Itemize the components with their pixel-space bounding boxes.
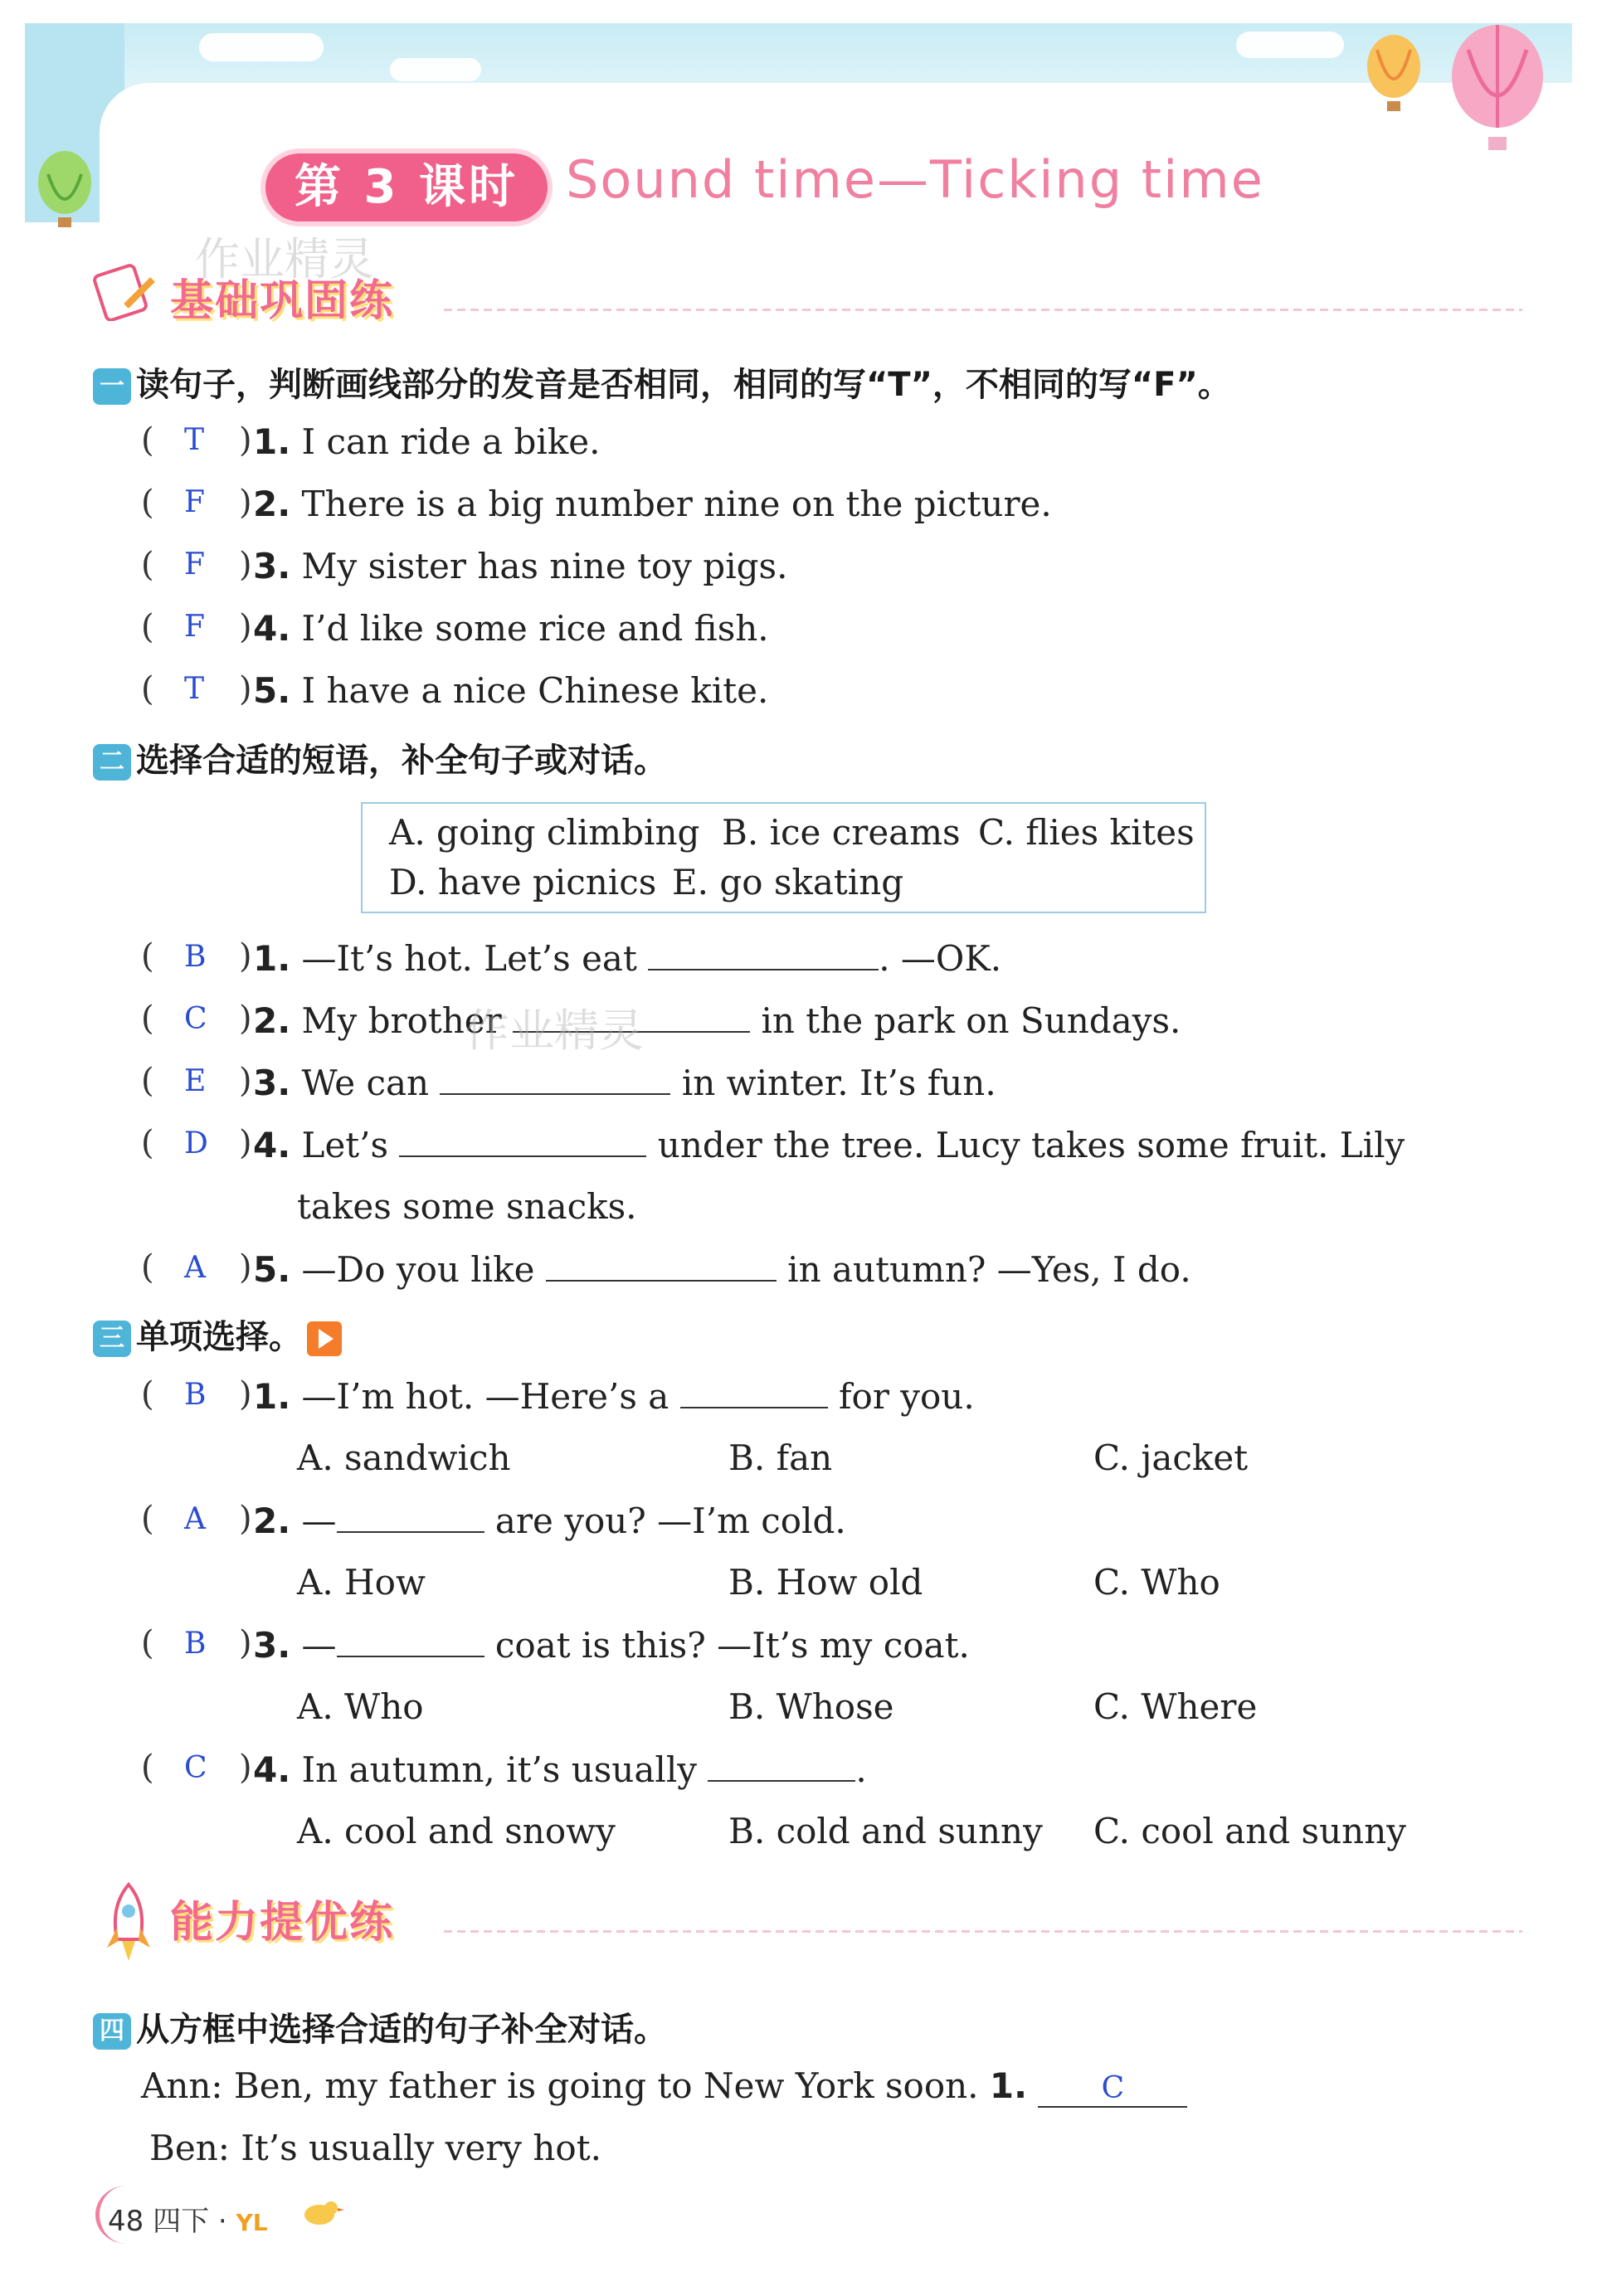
section-divider <box>444 309 1522 311</box>
item-number: 2. <box>253 484 291 524</box>
paren-open: ( <box>141 1624 154 1662</box>
paren-close: ) <box>239 1624 252 1662</box>
answer-text: A <box>184 1502 206 1536</box>
item-text: — <box>301 1501 337 1541</box>
item-sentence: My sister has nine toy pigs. <box>301 546 788 586</box>
dialogue-text: Ann: Ben, my father is going to New York soon. <box>141 2065 979 2106</box>
item-number: 5. <box>253 1249 291 1290</box>
paren-open: ( <box>141 1375 154 1413</box>
word-option: D. have picnics <box>389 862 657 902</box>
answer-text: A <box>184 1251 206 1285</box>
paren-close: ) <box>239 1124 252 1162</box>
word-bank-box <box>361 802 1206 913</box>
answer-blank[interactable] <box>337 1500 484 1533</box>
item-text: coat is this? —It’s my coat. <box>494 1625 970 1666</box>
hot-air-balloon-icon <box>1444 25 1551 158</box>
paren-open: ( <box>141 1062 154 1100</box>
answer-text: C <box>1101 2071 1125 2105</box>
answer-blank[interactable] <box>399 1124 646 1157</box>
paren-open: ( <box>141 421 154 460</box>
item-text: in the park on Sundays. <box>761 1000 1181 1041</box>
choice-c[interactable]: C. jacket <box>1093 1437 1249 1478</box>
item-number: 3. <box>253 1063 291 1103</box>
question-instruction: 读句子，判断画线部分的发音是否相同，相同的写“T”，不相同的写“F”。 <box>136 366 1231 404</box>
grade-label: 四下 <box>153 2205 210 2238</box>
item-text: We can <box>301 1063 430 1103</box>
paren-close: ) <box>239 608 252 646</box>
item-number: 1. <box>253 421 291 462</box>
item-text: —Do you like <box>301 1249 535 1290</box>
paren-open: ( <box>141 937 154 975</box>
answer-text: F <box>184 610 205 644</box>
cloud-icon <box>390 58 481 81</box>
item-sentence: I have a nice Chinese kite. <box>301 670 769 711</box>
answer-text: T <box>184 672 205 706</box>
hot-air-balloon-icon <box>32 149 98 232</box>
item-text: —I’m hot. —Here’s a <box>301 1376 669 1417</box>
answer-blank[interactable] <box>1038 2065 1187 2108</box>
choice-a[interactable]: A. cool and snowy <box>297 1811 616 1851</box>
word-option: C. flies kites <box>978 812 1195 853</box>
item-number: 2. <box>253 1000 291 1041</box>
item-number: 3. <box>253 1625 291 1666</box>
section-title-advanced: 能力提优练 <box>170 1898 395 1948</box>
answer-text: C <box>184 1002 207 1036</box>
answer-blank[interactable] <box>337 1624 484 1657</box>
item-text: —It’s hot. Let’s eat <box>301 938 637 979</box>
answer-text: B <box>184 940 207 974</box>
item-number: 2. <box>253 1501 291 1541</box>
question-instruction: 从方框中选择合适的句子补全对话。 <box>136 2011 667 2049</box>
choice-a[interactable]: A. Who <box>297 1686 424 1727</box>
item-text: . <box>855 1749 867 1790</box>
question-number-badge: 三 <box>93 1321 131 1357</box>
clipboard-icon <box>93 261 159 321</box>
item-number: 4. <box>253 1125 291 1165</box>
item-text: are you? —I’m cold. <box>494 1501 846 1541</box>
choice-b[interactable]: B. Whose <box>728 1686 894 1727</box>
paren-close: ) <box>239 1749 252 1787</box>
question-number-badge: 二 <box>93 744 131 781</box>
answer-text: B <box>184 1627 207 1661</box>
item-sentence: There is a big number nine on the picture. <box>301 484 1052 524</box>
word-option: E. go skating <box>672 862 904 902</box>
paren-open: ( <box>141 546 154 584</box>
answer-text: C <box>184 1751 207 1785</box>
rocket-icon <box>104 1881 153 1964</box>
item-sentence: I’d like some rice and fish. <box>301 608 769 649</box>
page-footer: 48 四下 · YL <box>108 2205 268 2238</box>
item-text: . —OK. <box>879 938 1002 979</box>
bird-icon <box>295 2190 344 2231</box>
answer-blank[interactable] <box>648 937 879 970</box>
item-text: My brother <box>301 1000 502 1041</box>
question-instruction: 单项选择。 <box>136 1318 302 1356</box>
paren-open: ( <box>141 1124 154 1162</box>
word-option: A. going climbing <box>389 812 700 853</box>
paren-close: ) <box>239 421 252 460</box>
cloud-icon <box>199 33 324 61</box>
question-3-heading <box>93 1311 342 1358</box>
watermark: 作业精灵 <box>195 233 374 285</box>
answer-text: T <box>184 423 205 457</box>
paren-open: ( <box>141 1248 154 1287</box>
question-4-heading <box>93 2003 667 2050</box>
answer-text: E <box>184 1064 207 1098</box>
page-number: 48 <box>108 2205 144 2238</box>
answer-text: B <box>184 1378 207 1412</box>
item-number: 1. <box>253 938 291 979</box>
section-title-basic: 基础巩固练 <box>170 276 395 326</box>
paren-close: ) <box>239 1500 252 1538</box>
dialogue-line: Ben: It’s usually very hot. <box>149 2128 601 2168</box>
answer-blank[interactable] <box>680 1375 828 1408</box>
paren-close: ) <box>239 937 252 975</box>
question-1-heading <box>93 358 1231 406</box>
paren-close: ) <box>239 546 252 584</box>
paren-close: ) <box>239 1062 252 1100</box>
lesson-number-badge: 第 3 课时 <box>265 153 548 221</box>
paren-close: ) <box>239 484 252 522</box>
paren-close: ) <box>239 1248 252 1287</box>
choice-b[interactable]: B. How old <box>728 1562 923 1603</box>
answer-blank[interactable] <box>708 1749 855 1782</box>
play-video-icon[interactable] <box>307 1321 342 1356</box>
choice-c[interactable]: C. Where <box>1093 1686 1258 1727</box>
question-number-badge: 一 <box>93 368 131 405</box>
paren-open: ( <box>141 670 154 708</box>
item-number: 4. <box>253 1749 291 1790</box>
hot-air-balloon-icon <box>1361 33 1427 116</box>
item-number: 5. <box>253 670 291 711</box>
section-divider <box>444 1930 1522 1933</box>
choice-a[interactable]: A. sandwich <box>297 1437 511 1478</box>
question-instruction: 选择合适的短语，补全句子或对话。 <box>136 742 667 780</box>
paren-close: ) <box>239 1375 252 1413</box>
answer-text: F <box>184 485 205 519</box>
paren-open: ( <box>141 1749 154 1787</box>
lesson-title: Sound time—Ticking time <box>566 149 1264 210</box>
item-text: takes some snacks. <box>297 1186 637 1227</box>
cloud-icon <box>1236 32 1344 58</box>
paren-open: ( <box>141 1500 154 1538</box>
item-number: 1. <box>989 2065 1028 2106</box>
series-label: YL <box>236 2209 268 2236</box>
item-text: — <box>301 1625 337 1666</box>
item-text: in autumn? —Yes, I do. <box>787 1249 1191 1290</box>
paren-open: ( <box>141 484 154 522</box>
choice-c[interactable]: C. cool and sunny <box>1093 1811 1406 1851</box>
answer-blank[interactable] <box>546 1248 777 1282</box>
item-sentence: I can ride a bike. <box>301 421 601 462</box>
item-text: In autumn, it’s usually <box>301 1749 697 1790</box>
answer-blank[interactable] <box>440 1062 670 1095</box>
dialogue-line <box>141 2065 1187 2108</box>
choice-b[interactable]: B. cold and sunny <box>728 1811 1043 1851</box>
watermark: 作业精灵 <box>465 1004 644 1057</box>
item-text: in winter. It’s fun. <box>681 1063 996 1103</box>
paren-close: ) <box>239 670 252 708</box>
question-number-badge: 四 <box>93 2013 131 2050</box>
word-option: B. ice creams <box>722 812 961 853</box>
choice-c[interactable]: C. Who <box>1093 1562 1220 1603</box>
answer-text: F <box>184 547 205 581</box>
item-text: under the tree. Lucy takes some fruit. Lily <box>657 1125 1405 1165</box>
choice-a[interactable]: A. How <box>297 1562 426 1603</box>
answer-text: D <box>184 1126 208 1160</box>
item-text: for you. <box>839 1376 975 1417</box>
paren-close: ) <box>239 1000 252 1038</box>
item-number: 1. <box>253 1376 291 1417</box>
choice-b[interactable]: B. fan <box>728 1437 833 1478</box>
item-number: 3. <box>253 546 291 586</box>
item-text: Let’s <box>301 1125 389 1165</box>
item-number: 4. <box>253 608 291 649</box>
paren-open: ( <box>141 1000 154 1038</box>
paren-open: ( <box>141 608 154 646</box>
question-2-heading <box>93 734 667 781</box>
